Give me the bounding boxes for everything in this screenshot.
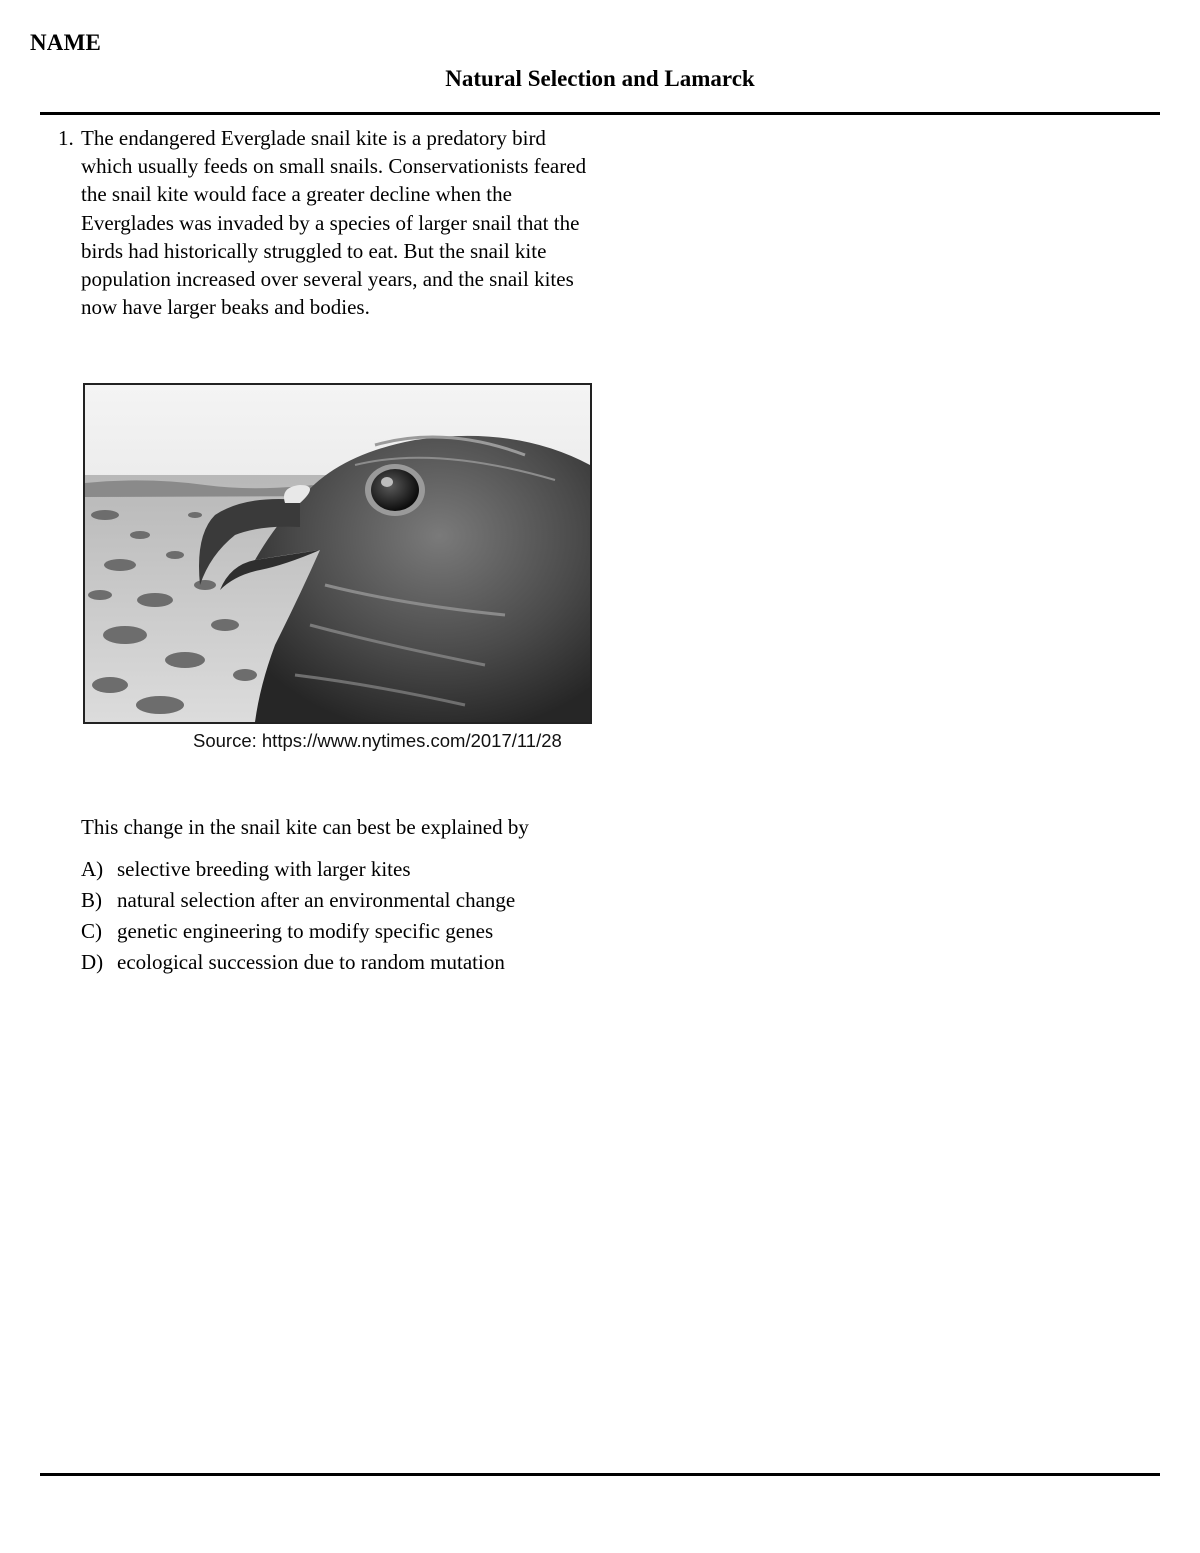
choice-letter: B) bbox=[81, 888, 102, 912]
choice-text: selective breeding with larger kites bbox=[117, 857, 411, 881]
page-title: Natural Selection and Lamarck bbox=[445, 66, 755, 91]
bottom-divider bbox=[40, 1473, 1160, 1476]
choice-text: natural selection after an environmental change bbox=[117, 888, 516, 912]
choice-letter: A) bbox=[81, 857, 104, 881]
question-number: 1. bbox=[58, 126, 74, 150]
snail-kite-photo-icon bbox=[85, 385, 590, 722]
choice-letter: D) bbox=[81, 950, 104, 974]
question-stem: The endangered Everglade snail kite is a predatory bird which usually feeds on small snails. Conservationists feared the snail kite would face a greater decline when the Everglades was invaded by a species of larger snail that the birds had historically struggled to eat. But the snail kite population increased over several years, and the snail kites now have larger beaks and bodies. bbox=[81, 126, 587, 320]
choice-text: ecological succession due to random mutation bbox=[117, 950, 505, 974]
question-prompt: This change in the snail kite can best be explained by bbox=[81, 815, 529, 839]
choice-c[interactable] bbox=[81, 916, 515, 947]
photo-source: Source: https://www.nytimes.com/2017/11/28 bbox=[193, 730, 562, 751]
choice-letter: C) bbox=[81, 919, 102, 943]
snail-kite-photo bbox=[83, 383, 592, 724]
choice-b[interactable] bbox=[81, 885, 515, 916]
choice-text: genetic engineering to modify specific genes bbox=[117, 919, 494, 943]
choice-a[interactable] bbox=[81, 854, 515, 885]
top-divider bbox=[40, 112, 1160, 115]
choice-d[interactable] bbox=[81, 947, 515, 978]
name-label: NAME bbox=[30, 30, 102, 55]
answer-choices bbox=[81, 854, 515, 978]
